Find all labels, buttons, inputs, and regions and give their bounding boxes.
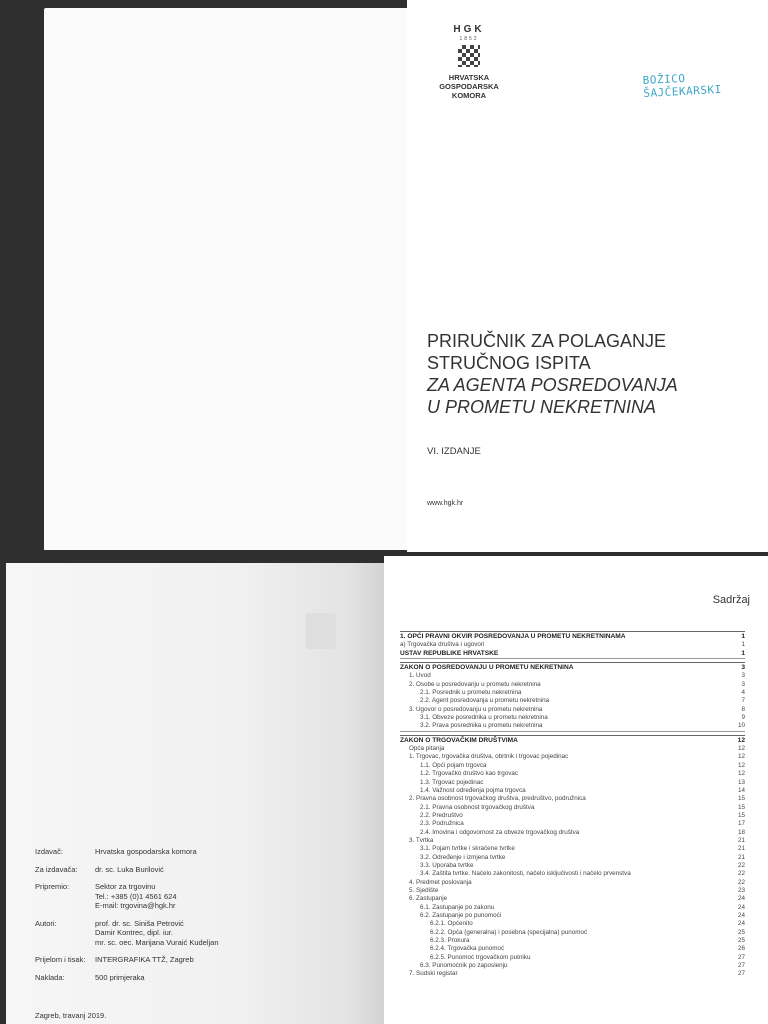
imprint-value (95, 882, 177, 911)
toc-entry-page: 1 (741, 649, 745, 657)
place-date: Zagreb, travanj 2019. (35, 1011, 107, 1020)
toc-entry (400, 920, 745, 928)
toc-entry (400, 812, 745, 820)
imprint-label: Pripremio: (35, 882, 70, 891)
hgk-logo (427, 24, 511, 100)
imprint-row (35, 973, 355, 983)
toc-entry-page: 7 (741, 697, 745, 705)
toc-entry (400, 962, 745, 970)
toc-entry-page: 24 (737, 912, 745, 919)
toc-entry (400, 735, 745, 745)
toc-entry (400, 895, 745, 903)
imprint-label: Naklada: (35, 972, 65, 982)
toc-entry (400, 779, 745, 787)
toc-entry-text: 6.2. Zastupanje po punomoći (420, 912, 502, 919)
toc-entry-text: 2.1. Pravna osobnost trgovačkog društva (420, 803, 535, 811)
show-through-logo (306, 613, 336, 649)
toc-entry (400, 804, 745, 812)
imprint-value-line: mr. sc. oec. Marijana Vuraić Kudeljan (95, 937, 219, 947)
toc-entry-page: 27 (737, 953, 745, 961)
toc-entry-page: 12 (737, 736, 745, 744)
imprint-value (95, 973, 145, 983)
checkerboard-icon (458, 45, 480, 67)
edition-label: VI. IZDANJE (427, 446, 481, 457)
imprint-value (95, 955, 194, 965)
toc-entry-page: 12 (737, 770, 745, 778)
imprint-value-line: 500 primjeraka (95, 972, 145, 982)
toc-entry-text: 6. Zastupanje (409, 895, 448, 903)
toc-entry (400, 845, 745, 853)
toc-entry (400, 837, 745, 845)
toc-entry (400, 706, 745, 714)
toc-list (400, 628, 745, 979)
toc-entry-text: 1.3. Trgovac pojedinac (420, 778, 484, 786)
toc-page (384, 556, 768, 1024)
toc-entry-text: 1.4. Važnost određenja pojma trgovca (420, 786, 526, 794)
toc-entry-text: 6.2.4. Trgovačka punomoć (430, 945, 505, 953)
toc-entry-text: 6.2.5. Punomoć trgovačkom putniku (430, 953, 531, 961)
imprint-value-line: Damir Kontrec, dipl. iur. (95, 928, 173, 937)
toc-entry-page: 8 (741, 705, 745, 713)
toc-entry-page: 12 (737, 761, 745, 769)
toc-entry (400, 631, 745, 641)
website-link: www.hgk.hr (427, 500, 464, 507)
title-page (407, 0, 768, 552)
toc-entry-text: 2.2. Agent posredovanja u prometu nekretnina (420, 697, 550, 705)
toc-entry-page: 24 (737, 920, 745, 928)
toc-entry-text: USTAV REPUBLIKE HRVATSKE (400, 649, 499, 657)
toc-entry-page: 21 (737, 836, 745, 844)
toc-entry-page: 15 (737, 795, 745, 803)
toc-entry (400, 650, 745, 659)
logo-name-line: KOMORA (451, 91, 487, 100)
imprint-value-line: Tel.: +385 (0)1 4561 624 (95, 891, 177, 901)
toc-entry (400, 912, 745, 920)
toc-entry-page: 21 (737, 845, 745, 853)
toc-entry-text: 2. Osobe u posredovanju u prometu nekretnina (409, 680, 541, 688)
toc-entry-text: 1. OPĆI PRAVNI OKVIR POSREDOVANJA U PROMETU NEKRETNINAMA (400, 633, 626, 640)
toc-entry-text: 1.1. Opći pojam trgovca (420, 761, 487, 769)
toc-entry-text: ZAKON O TRGOVAČKIM DRUŠTVIMA (400, 736, 518, 744)
toc-entry-text: Opća pitanja (409, 745, 445, 753)
imprint-value-line: INTERGRAFIKA TTŽ, Zagreb (95, 955, 194, 964)
logo-abbr: HGK (453, 24, 485, 35)
logo-name (427, 73, 511, 100)
toc-entry-page: 25 (737, 937, 745, 945)
toc-entry-page: 21 (737, 853, 745, 861)
toc-entry-text: 6.1. Zastupanje po zakonu (420, 903, 495, 911)
toc-entry (400, 753, 745, 761)
toc-entry (400, 970, 745, 978)
toc-entry-text: ZAKON O POSREDOVANJU U PROMETU NEKRETNINA (400, 664, 574, 672)
toc-entry (400, 945, 745, 953)
toc-entry (400, 879, 745, 887)
imprint-value-line: E-mail: trgovina@hgk.hr (95, 901, 176, 910)
toc-entry-page: 15 (737, 803, 745, 811)
toc-entry-text: 2.3. Podružnica (420, 820, 464, 828)
toc-entry (400, 770, 745, 778)
toc-entry-text: 3.1. Pojam tvrtke i skraćene tvrtke (420, 845, 515, 853)
toc-entry (400, 689, 745, 697)
handwritten-note (642, 70, 722, 100)
toc-entry-page: 17 (737, 820, 745, 828)
toc-entry-page: 24 (737, 895, 745, 903)
toc-entry-text: 2.4. Imovina i odgovornost za obveze trgovačkog društva (420, 828, 580, 836)
handwritten-line: ŠAJČEKARSKI (643, 82, 722, 101)
toc-entry (400, 681, 745, 689)
toc-entry-page: 26 (737, 945, 745, 953)
imprint-value (95, 865, 164, 875)
toc-entry-text: 2. Pravna osobnost trgovačkog društva, predruštvo, podružnica (409, 795, 586, 803)
imprint-row (35, 919, 355, 948)
toc-entry-text: 1.2. Trgovačko društvo kao trgovac (420, 770, 519, 778)
toc-entry-text: 6.2.1. Općenito (430, 920, 473, 928)
imprint-row (35, 847, 355, 857)
toc-entry-text: 3. Tvrtka (409, 836, 434, 844)
toc-entry-page: 3 (741, 680, 745, 688)
toc-entry-page: 10 (737, 722, 745, 730)
toc-entry-text: 1. Trgovac, trgovačka društva, obrtnik i trgovac pojedinac (409, 753, 569, 761)
blank-page (44, 8, 408, 550)
toc-entry-text: a) Trgovačka društva i ugovori (400, 641, 485, 649)
imprint-value-line: prof. dr. sc. Siniša Petrović (95, 918, 184, 928)
toc-entry (400, 662, 745, 672)
imprint-label: Prijelom i tisak: (35, 955, 86, 964)
logo-year: 1852 (459, 36, 479, 42)
imprint-block (35, 847, 355, 990)
toc-entry (400, 714, 745, 722)
toc-entry-text: 3.2. Prava posrednika u prometu nekretnina (420, 722, 543, 730)
book-title (427, 330, 757, 418)
toc-entry-page: 9 (741, 714, 745, 722)
toc-entry-page: 12 (737, 753, 745, 761)
toc-entry-text: 3.4. Zaštita tvrtke. Načelo zakonitosti, načelo isključivosti i načelo prvenstva (420, 870, 631, 878)
toc-entry-page: 22 (737, 861, 745, 869)
toc-entry-text: 4. Predmet poslovanja (409, 878, 472, 886)
toc-entry (400, 937, 745, 945)
title-line: PRIRUČNIK ZA POLAGANJE (427, 331, 667, 351)
toc-entry-page: 14 (737, 786, 745, 794)
toc-entry (400, 697, 745, 705)
imprint-row (35, 882, 355, 911)
toc-entry-page: 25 (737, 928, 745, 936)
toc-entry-text: 2.2. Predruštvo (420, 811, 463, 819)
toc-entry-text: 3.2. Određenje i izmjena tvrtke (420, 853, 506, 861)
toc-entry (400, 904, 745, 912)
toc-entry (400, 641, 745, 649)
toc-entry-page: 4 (741, 689, 745, 697)
toc-entry-page: 22 (737, 878, 745, 886)
imprint-value (95, 847, 197, 857)
imprint-value-line: dr. sc. Luka Burilović (95, 864, 164, 874)
toc-entry (400, 887, 745, 895)
toc-entry-page: 24 (737, 903, 745, 911)
toc-entry (400, 820, 745, 828)
toc-entry-page: 27 (737, 962, 745, 970)
toc-entry (400, 862, 745, 870)
toc-entry-page: 1 (741, 633, 745, 640)
toc-entry-page: 22 (737, 870, 745, 878)
toc-entry-text: 5. Sjedište (409, 886, 439, 894)
toc-entry (400, 745, 745, 753)
toc-entry-text: 3.1. Obveze posrednika u prometu nekretnina (420, 714, 548, 722)
toc-entry-text: 1. Uvod (409, 672, 431, 680)
imprint-label: Za izdavača: (35, 864, 78, 874)
toc-entry (400, 954, 745, 962)
toc-entry-page: 15 (737, 811, 745, 819)
toc-entry (400, 762, 745, 770)
toc-entry-text: 3. Ugovor o posredovanju u prometu nekretnina (409, 705, 543, 713)
imprint-value-line: Hrvatska gospodarska komora (95, 847, 197, 856)
imprint-value-line: Sektor za trgovinu (95, 882, 156, 891)
toc-entry (400, 672, 745, 680)
toc-entry (400, 854, 745, 862)
toc-entry-page: 3 (741, 672, 745, 680)
title-line: ZA AGENTA POSREDOVANJA (427, 375, 678, 395)
toc-entry (400, 829, 745, 837)
imprint-page (6, 563, 386, 1024)
toc-entry-page: 27 (737, 970, 745, 978)
imprint-row (35, 955, 355, 965)
toc-entry (400, 795, 745, 803)
toc-entry-page: 13 (737, 778, 745, 786)
toc-entry-text: 3.3. Uporaba tvrtke (420, 861, 474, 869)
toc-entry (400, 787, 745, 795)
toc-entry (400, 722, 745, 731)
title-line: STRUČNOG ISPITA (427, 353, 591, 373)
handwritten-line: BOŽICO (642, 71, 686, 88)
imprint-label: Autori: (35, 918, 57, 928)
toc-entry-text: 6.3. Punomoćnik po zaposlenju (420, 962, 508, 970)
toc-entry-text: 6.2.2. Opća (generalna) i posebna (specijalna) punomoć (430, 928, 588, 936)
toc-entry-page: 12 (737, 745, 745, 753)
imprint-label: Izdavač: (35, 847, 63, 856)
toc-heading: Sadržaj (712, 594, 750, 606)
toc-entry-page: 18 (737, 828, 745, 836)
title-line: U PROMETU NEKRETNINA (427, 397, 657, 417)
toc-entry-text: 2.1. Posrednik u prometu nekretnina (420, 689, 522, 697)
toc-entry-page: 1 (741, 641, 745, 649)
toc-entry-page: 23 (737, 886, 745, 894)
toc-entry (400, 929, 745, 937)
logo-name-line: HRVATSKA (448, 73, 490, 82)
toc-entry (400, 870, 745, 878)
toc-entry-page: 3 (741, 664, 745, 672)
toc-entry-text: 6.2.3. Prokura (430, 937, 470, 945)
logo-name-line: GOSPODARSKA (439, 82, 499, 91)
imprint-value (95, 919, 219, 948)
toc-entry-text: 7. Sudski registar (409, 970, 458, 978)
imprint-row (35, 865, 355, 875)
